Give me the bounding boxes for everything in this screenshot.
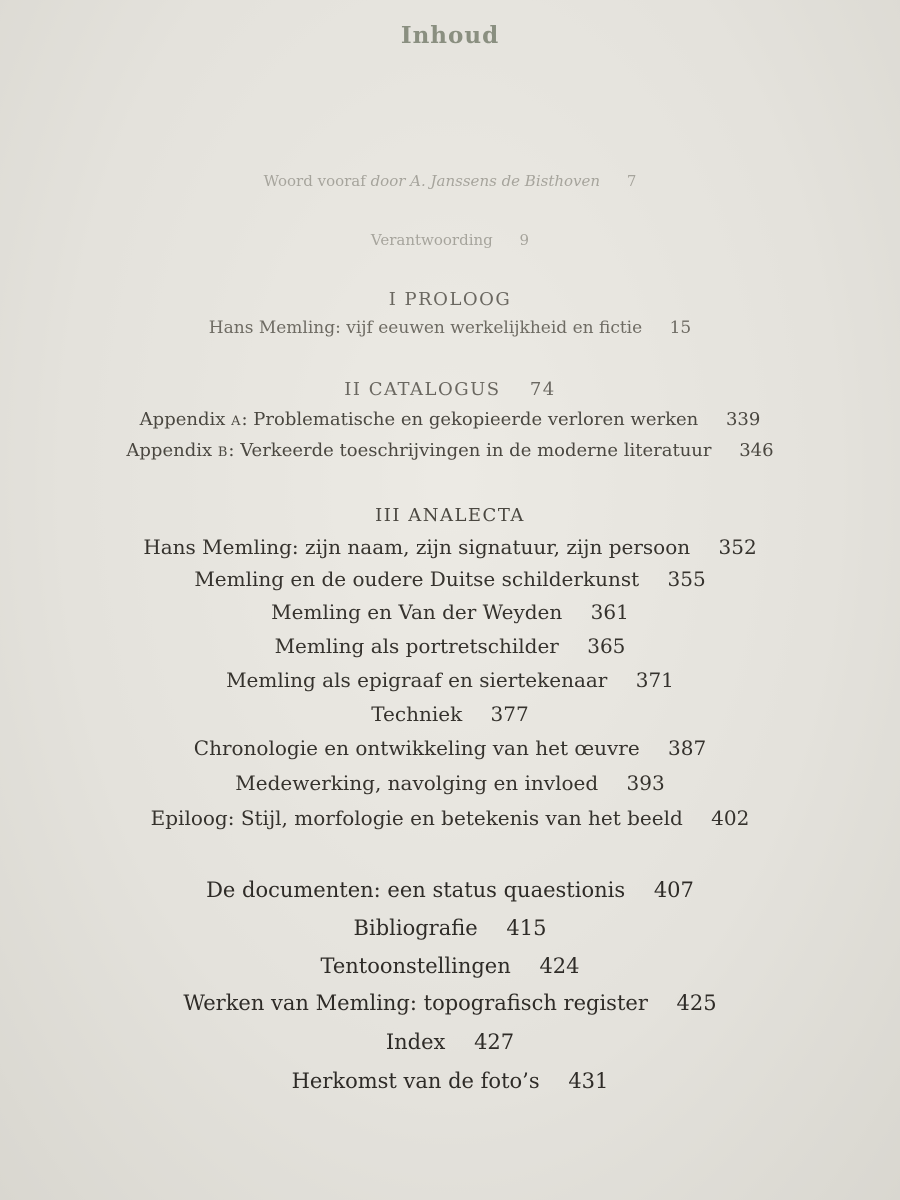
toc-entry — [0, 702, 900, 726]
toc-entry-page: 427 — [474, 1030, 515, 1054]
toc-entry — [0, 771, 900, 795]
toc-entry-label: Memling en de oudere Duitse schilderkunst — [194, 567, 640, 591]
toc-entry-byline: door A. Janssens de Bisthoven — [370, 172, 601, 190]
section-heading-catalogus — [0, 379, 900, 400]
toc-entry-label: Bibliografie — [353, 916, 478, 940]
toc-entry-page: 431 — [568, 1069, 609, 1093]
section-heading-analecta — [0, 505, 900, 526]
toc-entry-label: Index — [385, 1030, 446, 1054]
toc-entry-label: Chronologie en ontwikkeling van het œuvre — [193, 736, 640, 760]
toc-entry-label: Epiloog: Stijl, morfologie en betekenis van het beeld — [150, 806, 683, 830]
toc-entry-label: Memling en Van der Weyden — [271, 600, 563, 624]
toc-entry-woord-vooraf — [0, 172, 900, 190]
toc-entry-page: 425 — [676, 991, 717, 1015]
toc-entry-page: 15 — [669, 318, 692, 338]
toc-entry-label: Verkeerde toeschrijvingen in de moderne literatuur — [240, 440, 712, 461]
toc-entry-page: 352 — [718, 535, 757, 559]
toc-entry-page: 365 — [587, 634, 626, 658]
toc-entry-label: Memling als epigraaf en siertekenaar — [226, 668, 608, 692]
toc-entry-label: Techniek — [371, 702, 463, 726]
toc-entry — [0, 1030, 900, 1054]
toc-entry-appendix-a: Appendix A: Problematische en gekopieerde verloren werken 339 — [139, 409, 761, 430]
toc-entry — [0, 954, 900, 978]
toc-entry — [0, 916, 900, 940]
toc-entry — [0, 991, 900, 1015]
appendix-letter: A — [231, 414, 242, 429]
toc-entry-label: Medewerking, navolging en invloed — [235, 771, 599, 795]
appendix-letter: B — [217, 445, 229, 460]
toc-entry — [0, 668, 900, 692]
toc-entry-page: 407 — [653, 878, 694, 902]
toc-entry — [0, 878, 900, 902]
toc-entry-page: 361 — [590, 600, 629, 624]
toc-entry-label: Herkomst van de foto’s — [291, 1069, 540, 1093]
toc-entry-page: 9 — [519, 231, 530, 249]
toc-entry-appendix-b: Appendix B: Verkeerde toeschrijvingen in de moderne literatuur 346 — [126, 440, 774, 461]
toc-entry — [0, 1069, 900, 1093]
appendix-prefix: Appendix — [139, 409, 226, 430]
toc-entry — [0, 736, 900, 760]
toc-entry-page: 393 — [626, 771, 665, 795]
toc-entry-label: Werken van Memling: topografisch register — [183, 991, 648, 1015]
section-heading-page: 74 — [529, 379, 556, 400]
toc-entry-page: 346 — [739, 440, 774, 461]
page-title: Inhoud — [400, 22, 500, 49]
section-heading-proloog — [0, 289, 900, 310]
toc-entry-page: 371 — [635, 668, 674, 692]
toc-entry-label: Verantwoording — [370, 231, 493, 249]
toc-entry-verantwoording — [0, 231, 900, 249]
toc-entry-label: Hans Memling: zijn naam, zijn signatuur, zijn persoon — [143, 535, 691, 559]
section-heading-label: II CATALOGUS — [344, 379, 501, 400]
toc-entry-label: Hans Memling: vijf eeuwen werkelijkheid en fictie — [208, 318, 643, 338]
toc-entry — [0, 600, 900, 624]
section-heading-label: I PROLOOG — [388, 289, 512, 310]
toc-entry-page: 402 — [711, 806, 750, 830]
toc-entry-page: 415 — [506, 916, 547, 940]
appendix-prefix: Appendix — [126, 440, 213, 461]
toc-entry-page: 7 — [626, 172, 637, 190]
toc-entry-page: 424 — [539, 954, 580, 978]
toc-entry-label: Tentoonstellingen — [320, 954, 511, 978]
toc-entry-page: 377 — [490, 702, 529, 726]
toc-entry-label: De documenten: een status quaestionis — [206, 878, 626, 902]
toc-entry-label: Memling als portretschilder — [274, 634, 559, 658]
toc-entry — [0, 806, 900, 830]
toc-entry-label: Woord vooraf — [263, 172, 366, 190]
toc-entry — [0, 318, 900, 338]
toc-entry-page: 339 — [725, 409, 761, 430]
section-heading-label: III ANALECTA — [375, 505, 525, 526]
toc-entry — [0, 567, 900, 591]
toc-entry-page: 387 — [668, 736, 707, 760]
toc-entry-label: Problematische en gekopieerde verloren werken — [253, 409, 699, 430]
toc-entry — [0, 535, 900, 559]
toc-entry-page: 355 — [667, 567, 706, 591]
toc-entry — [0, 634, 900, 658]
